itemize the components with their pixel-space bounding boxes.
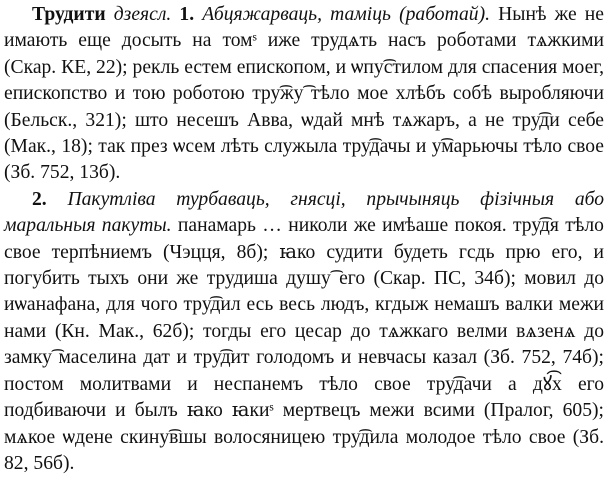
sense-1-citations: Нынѣ же не имають еще досыть на томˢ иже трудѧть насъ роботами тѧжкими (Скар. КЕ, 22); рекль естем епископом, и ѡпу͡стилом для спасения моег, епископство и тою роботою тру͡жу͡ тѣло мое хлѣбъ собѣ выробляючи (Бельск., 321); што несешъ Авва, ѡдай мнѣ тѧжаръ, а не тру͡ди себе (Мак., 18); так през ѡсем лѣть служыла тру͡дачы и у͡марьючы тѣло свое (Зб. 752, 13б).	[4, 4, 604, 184]
dictionary-entry	[0, 2, 608, 474]
sense-1-paragraph	[4, 2, 604, 187]
sense-1-definition: Абцяжарваць, таміць (работай).	[202, 4, 490, 25]
grammar-label: дзеясл.	[113, 4, 172, 25]
sense-2-citations: панамарь … николи же имѣаше покоя. тру͡дя тѣло свое терпѣниемъ (Чэцця, 8б); ꙗко судити будеть гсдь прю его, и погубить тыхъ они же трудиша душу͡ его (Скар. ПС, 34б); мовил до иѡанафана, для чого тру͡дил есь весь людъ, кгдыж немашъ валки межи нами (Кн. Мак., 62б); тогды его цесар до тѧжкаго велми вѧзенѧ до замку͡ маселина дат и тру͡дит голодомъ и невчасы казал (Зб. 752, 74б); постом молитвами и неспанемъ тѣло свое тру͡дачи а дꙋ͡х его подбиваючи и былъ ꙗко ꙗкиˢ мертвецъ межи всими (Пралог, 605); мѧкое ѡдене скину͡вшы волосяницею тру͡дила молодое тѣло свое (Зб. 82, 56б).	[4, 215, 604, 474]
sense-1-number: 1.	[179, 4, 195, 25]
sense-2-definition: Пакутліва турбаваць, гнясці, прычыняць фізічныя або маральныя пакуты.	[4, 188, 605, 237]
sense-2-paragraph	[4, 187, 604, 477]
sense-2-number: 2.	[32, 188, 47, 210]
headword: Трудити	[32, 4, 106, 25]
